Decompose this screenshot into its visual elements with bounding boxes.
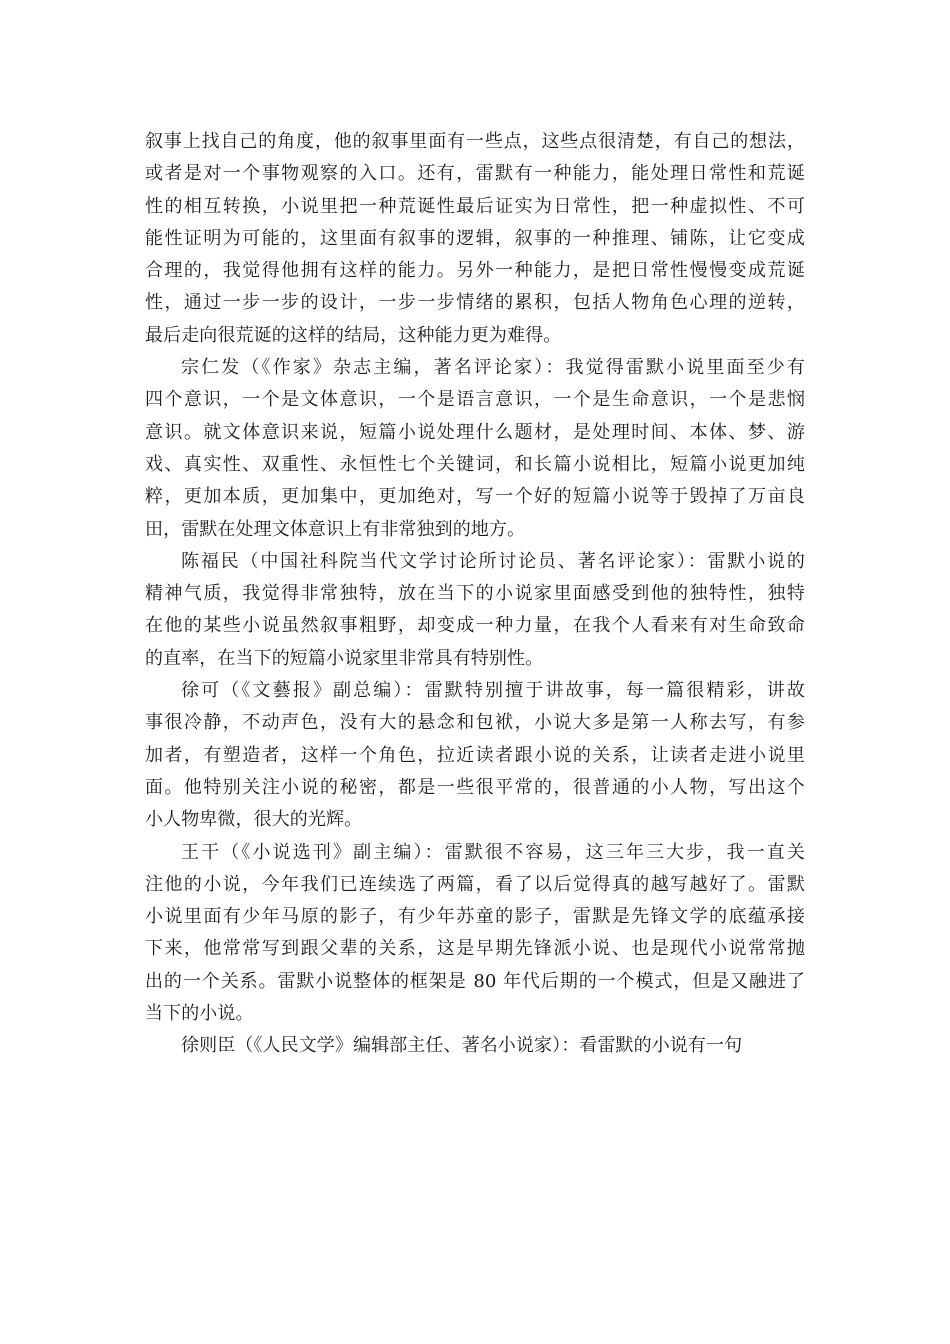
text-line: 徐可（《文藝报》副总编）：雷默特别擅于讲故事，每一篇很精彩，讲故 bbox=[181, 680, 805, 702]
paragraph-p-xu-ke bbox=[145, 675, 805, 836]
paragraph-p-chen-fumin bbox=[145, 546, 805, 675]
text-line: 出的一个关系。雷默小说整体的框架是 80 年代后期的一个模式，但是又融进了 bbox=[145, 970, 805, 992]
text-line: 王干（《小说选刊》副主编）：雷默很不容易，这三年三大步，我一直关 bbox=[181, 841, 805, 863]
paragraph-p-wang-gan bbox=[145, 837, 805, 1031]
paragraph-p-zong-renfa bbox=[145, 352, 805, 546]
text-line: 当下的小说。 bbox=[145, 1003, 254, 1025]
text-line: 田，雷默在处理文体意识上有非常独到的地方。 bbox=[145, 518, 526, 540]
text-line: 注他的小说，今年我们已连续选了两篇，看了以后觉得真的越写越好了。雷默 bbox=[145, 873, 805, 895]
text-line: 小说里面有少年马原的影子，有少年苏童的影子，雷默是先锋文学的底蕴承接 bbox=[145, 906, 805, 928]
text-line: 叙事上找自己的角度，他的叙事里面有一些点，这些点很清楚，有自己的想法， bbox=[145, 131, 805, 152]
text-line: 下来，他常常写到跟父辈的关系，这是早期先锋派小说、也是现代小说常常抛 bbox=[145, 938, 805, 960]
paragraph-p-continued bbox=[145, 126, 805, 352]
text-line: 加者，有塑造者，这样一个角色，拉近读者跟小说的关系，让读者走进小说里 bbox=[145, 744, 805, 766]
text-line: 意识。就文体意识来说，短篇小说处理什么题材，是处理时间、本体、梦、游 bbox=[145, 421, 805, 443]
text-line: 性，通过一步一步的设计，一步一步情绪的累积，包括人物角色心理的逆转， bbox=[145, 292, 805, 314]
text-line: 合理的，我觉得他拥有这样的能力。另外一种能力，是把日常性慢慢变成荒诞 bbox=[145, 260, 805, 282]
text-line: 能性证明为可能的，这里面有叙事的逻辑，叙事的一种推理、铺陈，让它变成 bbox=[145, 227, 805, 249]
text-line: 宗仁发（《作家》杂志主编，著名评论家）：我觉得雷默小说里面至少有 bbox=[181, 357, 805, 379]
text-line: 的直率，在当下的短篇小说家里非常具有特别性。 bbox=[145, 647, 544, 669]
text-line: 事很冷静，不动声色，没有大的悬念和包袱，小说大多是第一人称去写，有参 bbox=[145, 712, 805, 734]
text-line: 陈福民（中国社科院当代文学讨论所讨论员、著名评论家）：雷默小说的 bbox=[181, 550, 805, 572]
paragraph-p-xu-zechen bbox=[145, 1030, 805, 1062]
text-line: 或者是对一个事物观察的入口。还有，雷默有一种能力，能处理日常性和荒诞 bbox=[145, 163, 805, 185]
text-line: 性的相互转换，小说里把一种荒诞性最后证实为日常性，把一种虚拟性、不可 bbox=[145, 195, 805, 217]
text-line: 最后走向很荒诞的这样的结局，这种能力更为难得。 bbox=[145, 324, 562, 346]
text-line: 精神气质，我觉得非常独特，放在当下的小说家里面感受到他的独特性，独特 bbox=[145, 583, 805, 605]
text-line: 四个意识，一个是文体意识，一个是语言意识，一个是生命意识，一个是悲悯 bbox=[145, 389, 805, 411]
body-text bbox=[145, 126, 805, 1063]
text-line: 小人物卑微，很大的光辉。 bbox=[145, 809, 363, 831]
text-line: 戏、真实性、双重性、永恒性七个关键词，和长篇小说相比，短篇小说更加纯 bbox=[145, 453, 805, 475]
text-line: 粹，更加本质，更加集中，更加绝对，写一个好的短篇小说等于毁掉了万亩良 bbox=[145, 486, 805, 508]
text-line: 面。他特别关注小说的秘密，都是一些很平常的，很普通的小人物，写出这个 bbox=[145, 776, 805, 798]
text-line: 徐则臣（《人民文学》编辑部主任、著名小说家）：看雷默的小说有一句 bbox=[181, 1035, 743, 1057]
text-line: 在他的某些小说虽然叙事粗野，却变成一种力量，在我个人看来有对生命致命 bbox=[145, 615, 805, 637]
